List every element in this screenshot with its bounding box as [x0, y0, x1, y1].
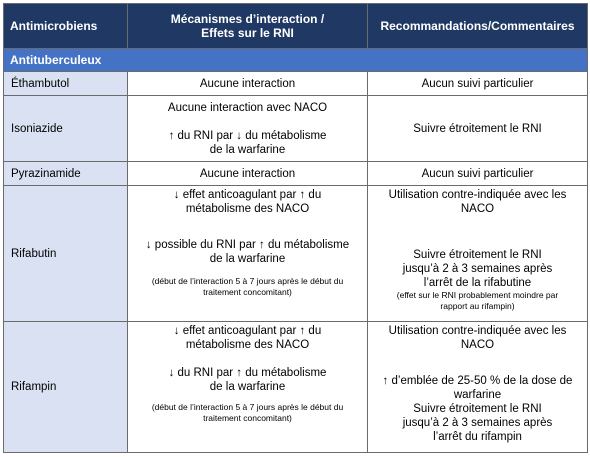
recommendation-cell [368, 186, 588, 322]
recommendation-text: jusqu’à 2 à 3 semaines après [402, 417, 553, 429]
table-header-row [4, 4, 588, 49]
recommendation-cell: Aucun suivi particulier [368, 72, 588, 96]
timing-note: (début de l’interaction 5 à 7 jours après le début du [151, 402, 344, 412]
timing-note: traitement concomitant) [203, 413, 292, 423]
recommendation-note: (effet sur le RNI probablement moindre par [396, 290, 559, 300]
mechanism-text: de la warfarine [209, 253, 286, 265]
recommendation-text: ↑ d’emblée de 25-50 % de la dose de [382, 375, 573, 387]
table-row [4, 186, 588, 322]
table-row [4, 72, 588, 96]
section-row [4, 49, 588, 72]
recommendation-cell [368, 322, 588, 453]
mechanism-cell: Aucune interaction [128, 162, 368, 186]
table-row [4, 96, 588, 162]
header-mechanisms [128, 4, 368, 49]
drug-cell: Rifampin [4, 322, 128, 453]
recommendation-text: l’arrêt de la rifabutine [423, 277, 532, 289]
header-mechanisms-line1: Mécanismes d’interaction / [170, 12, 325, 26]
mechanism-cell [128, 322, 368, 453]
mechanism-cell [128, 96, 368, 162]
mechanism-text: ↓ effet anticoagulant par ↑ du [173, 189, 322, 201]
antimicrobial-interaction-table [3, 3, 588, 453]
recommendation-text: Suivre étroitement le RNI [413, 249, 542, 261]
mechanism-text: métabolisme des NACO [185, 339, 310, 351]
header-antimicrobiens: Antimicrobiens [4, 4, 128, 49]
recommendation-text: Suivre étroitement le RNI [413, 403, 542, 415]
drug-cell: Rifabutin [4, 186, 128, 322]
drug-cell: Pyrazinamide [4, 162, 128, 186]
mechanism-text: ↓ du RNI par ↑ du métabolisme [168, 367, 327, 379]
header-mechanisms-line2: Effets sur le RNI [201, 26, 294, 40]
mechanism-text: ↓ effet anticoagulant par ↑ du [173, 325, 322, 337]
mechanism-text: ↑ du RNI par ↓ du métabolisme [168, 129, 327, 142]
mechanism-text: Aucune interaction avec NACO [167, 101, 328, 114]
table-row [4, 162, 588, 186]
section-title: Antituberculeux [4, 49, 588, 72]
mechanism-text: ↓ possible du RNI par ↑ du métabolisme [145, 239, 350, 251]
recommendation-text: l’arrêt du rifampin [433, 431, 522, 443]
drug-cell: Isoniazide [4, 96, 128, 162]
recommendation-text: Utilisation contre-indiquée avec les NACO [388, 325, 567, 351]
recommendation-cell: Aucun suivi particulier [368, 162, 588, 186]
recommendation-cell: Suivre étroitement le RNI [368, 96, 588, 162]
recommendation-text: warfarine [453, 389, 502, 401]
mechanism-text: de la warfarine [209, 381, 286, 393]
recommendation-text: Utilisation contre-indiquée avec les NACO [388, 189, 567, 215]
mechanism-cell [128, 186, 368, 322]
recommendation-note: rapport au rifampin) [440, 301, 515, 311]
timing-note: traitement concomitant) [203, 287, 292, 297]
mechanism-text: de la warfarine [209, 143, 286, 156]
drug-cell: Éthambutol [4, 72, 128, 96]
mechanism-text: métabolisme des NACO [185, 203, 310, 215]
table-row [4, 322, 588, 453]
header-recommendations: Recommandations/Commentaires [368, 4, 588, 49]
mechanism-cell: Aucune interaction [128, 72, 368, 96]
timing-note: (début de l’interaction 5 à 7 jours après le début du [151, 276, 344, 286]
recommendation-text: jusqu’à 2 à 3 semaines après [402, 263, 553, 275]
